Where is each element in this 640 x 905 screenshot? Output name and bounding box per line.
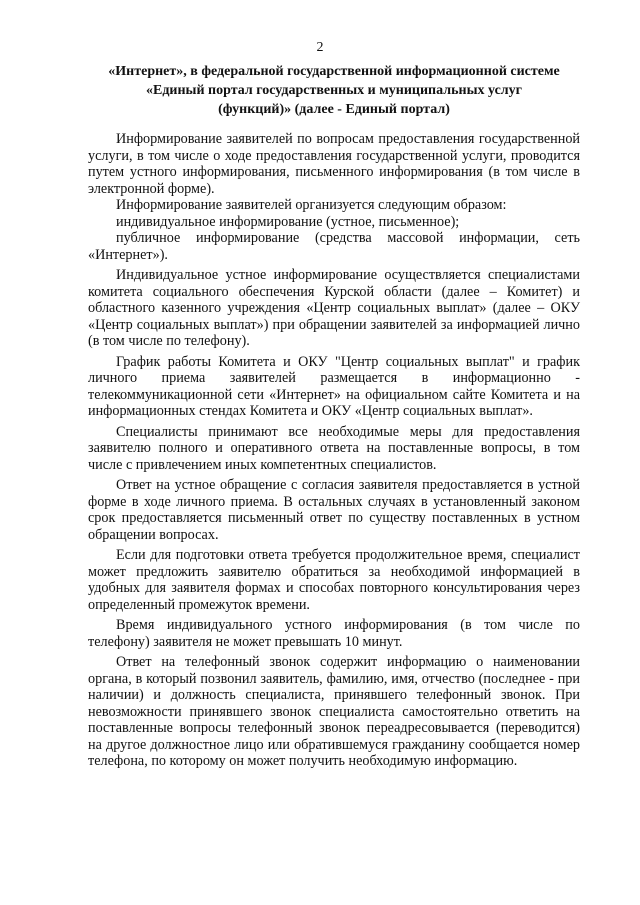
paragraph-long-preparation: Если для подготовки ответа требуется продолжительное время, специалист может предложить заявителю обратиться за необходимой информацией в удобных для заявителя формах и способах повторного консультирования через определенный промежуток времени.	[88, 547, 580, 613]
section-heading	[92, 62, 576, 119]
paragraph-public-informing: публичное информирование (средства массовой информации, сеть «Интернет»).	[88, 230, 580, 263]
paragraph-time-limit: Время индивидуального устного информирования (в том числе по телефону) заявителя не может превышать 10 минут.	[88, 617, 580, 650]
page-number: 2	[316, 40, 324, 55]
paragraph-organization: Информирование заявителей организуется следующим образом:	[116, 197, 507, 213]
paragraph-oral-appeal: Ответ на устное обращение с согласия заявителя предоставляется в устной форме в ходе личного приема. В остальных случаях в установленный законом срок предоставляется письменный ответ по существу поставленных в устном обращении вопросах.	[88, 477, 580, 543]
paragraph-phone-call: Ответ на телефонный звонок содержит информацию о наименовании органа, в который позвонил заявитель, фамилию, имя, отчество (последнее - при наличии) и должность специалиста, принявшего телефонный звонок. При невозможности принявшего звонок специалиста самостоятельно ответить на поставленные вопросы телефонный звонок переадресовывается (переводится) на другое должностное лицо или обратившемуся гражданину сообщается номер телефона, по которому он может получить необходимую информацию.	[88, 654, 580, 769]
paragraph-informing-applicants: Информирование заявителей по вопросам предоставления государственной услуги, в том числе о ходе предоставления государственной услуги, проводится путем устного информирования, письменного информирования (в том числе в электронной форме).	[88, 131, 580, 197]
heading-line-1: «Интернет», в федеральной государственной информационной системе	[108, 64, 560, 79]
paragraph-oral-informing: Индивидуальное устное информирование осуществляется специалистами комитета социального обеспечения Курской области (далее – Комитет) и областного казенного учреждения «Центр социальных выплат» (далее – ОКУ «Центр социальных выплат») при обращении заявителей за информацией лично (в том числе по телефону).	[88, 267, 580, 349]
heading-line-3: (функций)» (далее - Единый портал)	[218, 102, 450, 117]
heading-line-2: «Единый портал государственных и муниципальных услуг	[145, 83, 522, 98]
paragraph-schedule: График работы Комитета и ОКУ "Центр социальных выплат" и график личного приема заявителей размещается в информационно - телекоммуникационной сети «Интернет» на официальном сайте Комитета и на информационных стендах Комитета и ОКУ «Центр социальных выплат».	[88, 353, 580, 419]
paragraph-specialists: Специалисты принимают все необходимые меры для предоставления заявителю полного и оперативного ответа на поставленные вопросы, в том числе с привлечением иных компетентных специалистов.	[88, 423, 580, 473]
paragraph-individual-informing: индивидуальное информирование (устное, письменное);	[116, 213, 460, 230]
document-body	[88, 131, 580, 770]
